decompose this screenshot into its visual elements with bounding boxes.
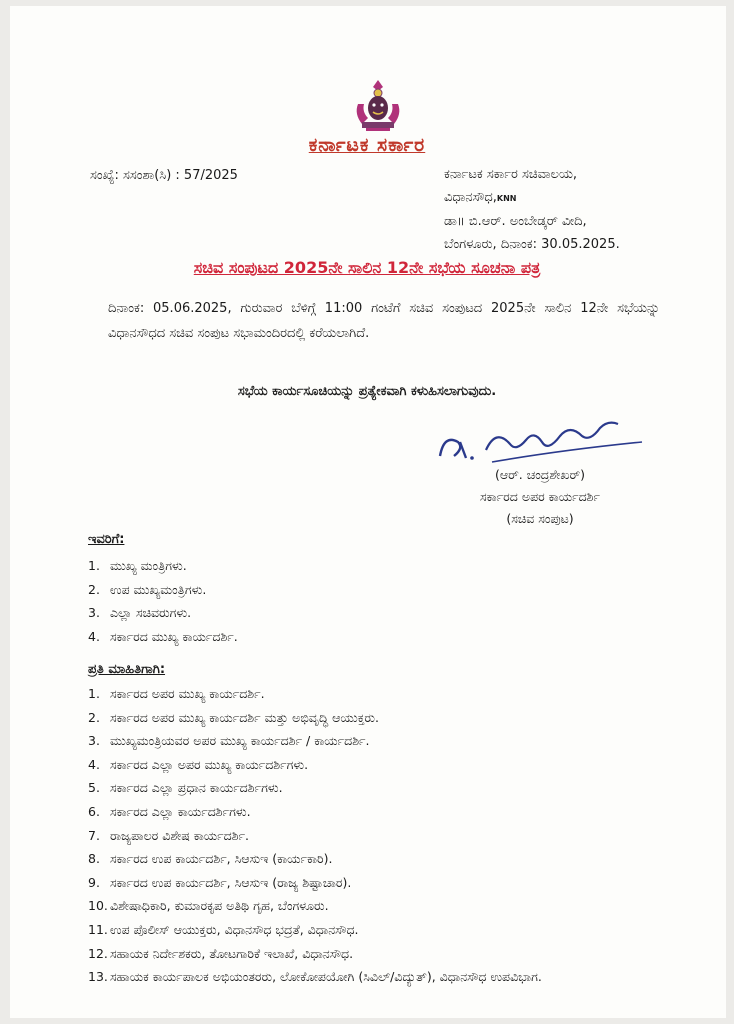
government-title: ಕರ್ನಾಟಕ ಸರ್ಕಾರ bbox=[308, 134, 426, 156]
address-line-1: ಕರ್ನಾಟಕ ಸರ್ಕಾರ ಸಚಿವಾಲಯ, bbox=[444, 167, 578, 182]
item-text: ಉಪ ಮುಖ್ಯಮಂತ್ರಿಗಳು. bbox=[110, 581, 207, 597]
item-text: ಮುಖ್ಯ ಮಂತ್ರಿಗಳು. bbox=[110, 558, 187, 573]
address-line-3: ಡಾ॥ ಬಿ.ಆರ್. ಅಂಬೇಡ್ಕರ್ ವೀದಿ, bbox=[444, 214, 587, 229]
subject-heading: ಸಚಿವ ಸಂಪುಟದ 2025ನೇ ಸಾಲಿನ 12ನೇ ಸಭೆಯ ಸೂಚನಾ ಪತ್ರ bbox=[193, 258, 541, 277]
signatory-designation: ಸರ್ಕಾರದ ಅಪರ ಕಾರ್ಯದರ್ಶಿ bbox=[480, 489, 600, 504]
item-text: ಸರ್ಕಾರದ ಅಪರ ಮುಖ್ಯ ಕಾರ್ಯದರ್ಶಿ ಮತ್ತು ಅಭಿವೃದ್ಧಿ ಆಯುಕ್ತರು. bbox=[110, 709, 379, 725]
office-address bbox=[444, 163, 620, 256]
copies-list bbox=[88, 682, 648, 989]
item-number: 2. bbox=[88, 709, 100, 725]
address-date-line: ಬೆಂಗಳೂರು, ದಿನಾಂಕ: 30.05.2025. bbox=[444, 237, 620, 252]
item-number: 5. bbox=[88, 780, 100, 796]
item-number: 12. bbox=[88, 945, 108, 961]
list-item bbox=[88, 918, 648, 942]
knn-mark: KNN bbox=[496, 194, 517, 203]
item-text: ಎಲ್ಲಾ ಸಚಿವರುಗಳು. bbox=[110, 605, 192, 620]
recipients-list bbox=[88, 554, 238, 648]
address-line-2-text: ವಿಧಾನಸೌಧ, bbox=[444, 190, 497, 205]
item-text: ಉಪ ಪೊಲೀಸ್ ಆಯುಕ್ತರು, ವಿಧಾನಸೌಧ ಭದ್ರತೆ, ವಿಧಾನಸೌಧ. bbox=[110, 921, 359, 937]
item-number: 7. bbox=[88, 827, 100, 843]
item-text: ಸರ್ಕಾರದ ಎಲ್ಲಾ ಪ್ರಧಾನ ಕಾರ್ಯದರ್ಶಿಗಳು. bbox=[110, 780, 283, 796]
list-item bbox=[88, 942, 648, 966]
item-number: 8. bbox=[88, 851, 100, 867]
item-number: 1. bbox=[88, 686, 100, 701]
item-text: ಸಹಾಯಕ ಕಾರ್ಯಪಾಲಕ ಅಭಿಯಂತರರು, ಲೋಕೋಪಯೋಗಿ (ಸಿವಿಲ್/ವಿದ್ಯುತ್), ವಿಧಾನಸೌಧ ಉಪವಿಭಾಗ. bbox=[110, 969, 542, 985]
signatory-block bbox=[430, 464, 650, 530]
item-number: 13. bbox=[88, 969, 108, 985]
list-item bbox=[88, 682, 648, 706]
item-text: ಸರ್ಕಾರದ ಉಪ ಕಾರ್ಯದರ್ಶಿ, ಸಿಆಸುಇ (ಕಾರ್ಯಕಾರಿ). bbox=[110, 851, 333, 867]
list-item bbox=[88, 753, 648, 777]
item-number: 4. bbox=[88, 756, 100, 772]
item-number: 11. bbox=[88, 921, 108, 937]
item-number: 10. bbox=[88, 898, 108, 914]
list-item bbox=[88, 578, 238, 602]
list-item bbox=[88, 847, 648, 871]
item-text: ಸರ್ಕಾರದ ಎಲ್ಲಾ ಅಪರ ಮುಖ್ಯ ಕಾರ್ಯದರ್ಶಿಗಳು. bbox=[110, 756, 309, 772]
item-text: ಸಹಾಯಕ ನಿರ್ದೇಶಕರು, ತೋಟಗಾರಿಕೆ ಇಲಾಖೆ, ವಿಧಾನಸೌಧ. bbox=[110, 945, 354, 961]
meeting-notice-paragraph: ದಿನಾಂಕ: 05.06.2025, ಗುರುವಾರ ಬೆಳಿಗ್ಗೆ 11:00 ಗಂಟೆಗೆ ಸಚಿವ ಸಂಪುಟದ 2025ನೇ ಸಾಲಿನ 12ನೇ ಸಭೆಯನ್ನು ವಿಧಾನಸೌಧದ ಸಚಿವ ಸಂಪುಟ ಸಭಾಮಂದಿರದಲ್ಲಿ ಕರೆಯಲಾಗಿದೆ. bbox=[108, 301, 660, 341]
reference-number: ಸಂಖ್ಯೆ: ಸಸಂಶಾ(ಸಿ) : 57/2025 bbox=[90, 168, 238, 183]
item-number: 9. bbox=[88, 874, 100, 890]
copies-heading: ಪ್ರತಿ ಮಾಹಿತಿಗಾಗಿ: bbox=[88, 662, 166, 677]
item-number: 3. bbox=[88, 733, 100, 749]
karnataka-emblem-icon bbox=[350, 78, 406, 134]
item-text: ವಿಶೇಷಾಧಿಕಾರಿ, ಕುಮಾರಕೃಪ ಅತಿಥಿ ಗೃಹ, ಬೆಂಗಳೂರು. bbox=[110, 898, 329, 914]
address-line-2 bbox=[444, 186, 620, 210]
item-number: 3. bbox=[88, 605, 100, 620]
list-item bbox=[88, 601, 238, 625]
list-item bbox=[88, 706, 648, 730]
item-number: 1. bbox=[88, 558, 100, 573]
item-text: ಸರ್ಕಾರದ ಅಪರ ಮುಖ್ಯ ಕಾರ್ಯದರ್ಶಿ. bbox=[110, 686, 265, 701]
agenda-note: ಸಭೆಯ ಕಾರ್ಯಸೂಚಿಯನ್ನು ಪ್ರತ್ಯೇಕವಾಗಿ ಕಳುಹಿಸಲಾಗುವುದು. bbox=[237, 384, 497, 399]
list-item bbox=[88, 824, 648, 848]
recipients-heading: ಇವರಿಗೆ: bbox=[88, 532, 125, 547]
list-item bbox=[88, 554, 238, 578]
item-text: ಸರ್ಕಾರದ ಎಲ್ಲಾ ಕಾರ್ಯದರ್ಶಿಗಳು. bbox=[110, 803, 251, 819]
item-number: 6. bbox=[88, 803, 100, 819]
list-item bbox=[88, 871, 648, 895]
list-item bbox=[88, 800, 648, 824]
item-number: 2. bbox=[88, 581, 100, 597]
signatory-department: (ಸಚಿವ ಸಂಪುಟ) bbox=[506, 511, 574, 526]
item-text: ಮುಖ್ಯಮಂತ್ರಿಯವರ ಅಪರ ಮುಖ್ಯ ಕಾರ್ಯದರ್ಶಿ / ಕಾರ್ಯದರ್ಶಿ. bbox=[110, 733, 370, 749]
list-item bbox=[88, 729, 648, 753]
list-item bbox=[88, 625, 238, 649]
item-text: ಸರ್ಕಾರದ ಉಪ ಕಾರ್ಯದರ್ಶಿ, ಸಿಆಸುಇ (ರಾಜ್ಯ ಶಿಷ್ಟಾಚಾರ). bbox=[110, 874, 352, 890]
document-page bbox=[10, 6, 726, 1018]
list-item bbox=[88, 894, 648, 918]
list-item bbox=[88, 776, 648, 800]
item-text: ಸರ್ಕಾರದ ಮುಖ್ಯ ಕಾರ್ಯದರ್ಶಿ. bbox=[110, 628, 238, 644]
item-text: ರಾಜ್ಯಪಾಲರ ವಿಶೇಷ ಕಾರ್ಯದರ್ಶಿ. bbox=[110, 827, 250, 843]
list-item bbox=[88, 965, 648, 989]
signatory-name: (ಆರ್. ಚಂದ್ರಶೇಖರ್) bbox=[494, 467, 586, 482]
item-number: 4. bbox=[88, 628, 100, 644]
